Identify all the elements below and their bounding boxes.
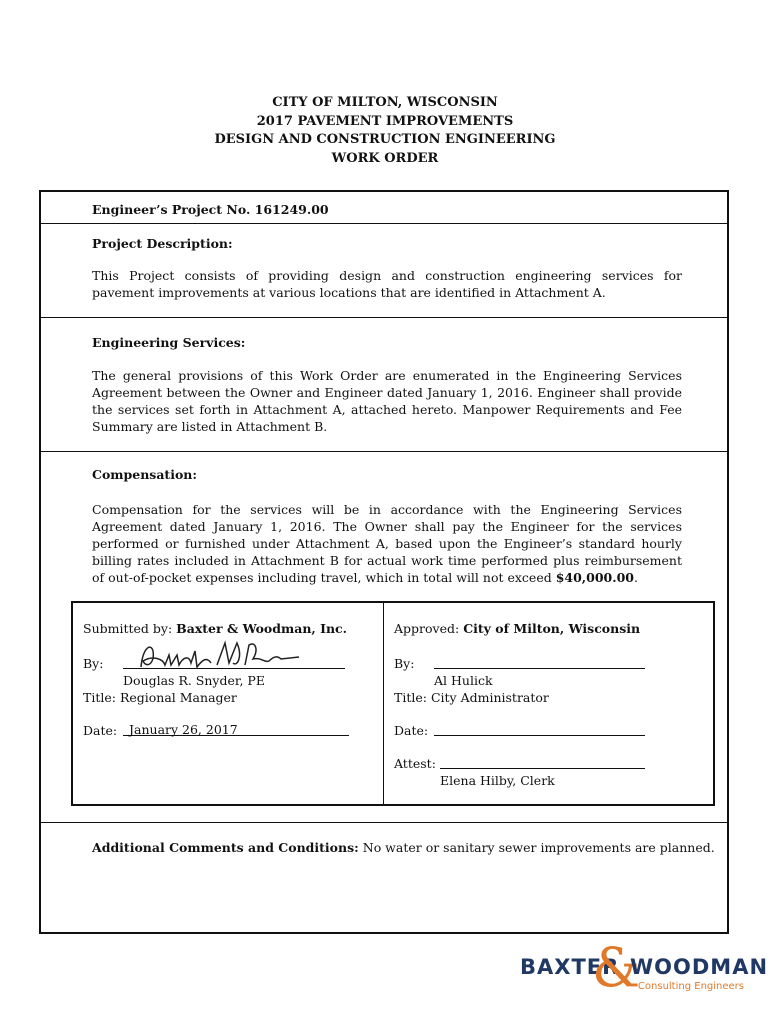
header-line-1: CITY OF MILTON, WISCONSIN [272, 95, 498, 110]
date-line[interactable] [434, 723, 645, 736]
logo-name-right: WOODMAN [630, 955, 769, 979]
company-logo-mark [520, 936, 769, 1000]
signature-block [71, 601, 715, 806]
submitted-title [83, 690, 237, 705]
document-header [0, 94, 770, 168]
submitted-signer: Douglas R. Snyder, PE [123, 673, 265, 688]
signature-divider [383, 603, 384, 804]
logo-name-left: BAXTER [520, 955, 620, 979]
compensation-amount: $40,000.00 [555, 570, 634, 585]
submitted-title-label: Title: [83, 690, 116, 705]
submitted-by-label: Submitted by: [83, 621, 173, 636]
handwritten-signature [133, 637, 303, 677]
additional-comments-text: No water or sanitary sewer improvements are planned. [362, 840, 715, 855]
approved-label: Approved: [394, 621, 460, 636]
logo-ampersand: & [592, 936, 641, 999]
engineering-services-text: The general provisions of this Work Order are enumerated in the Engineering Services Agreement between the Owner and Engineer dated January 1, 2016. Engineer shall provide the services set forth in Attachment A, attached hereto. Manpower Requirements and Fee Summary are listed in Attachment B. [92, 368, 682, 434]
approved-title-value: City Administrator [430, 690, 549, 705]
approved-org: City of Milton, Wisconsin [463, 621, 641, 636]
submitted-company: Baxter & Woodman, Inc. [176, 621, 348, 636]
approved-by-line-label: By: [394, 656, 415, 671]
project-description-text: This Project consists of providing design and construction engineering services for pavement improvements at various locations that are identified in Attachment A. [92, 268, 682, 300]
work-order-box [39, 190, 729, 934]
attest-label: Attest: [394, 756, 436, 771]
attest-name: Elena Hilby, Clerk [440, 773, 555, 788]
submitted-by [83, 621, 347, 636]
submitted-by-line-label: By: [83, 656, 104, 671]
engineering-services-label: Engineering Services: [92, 335, 246, 350]
signature-line[interactable] [434, 656, 645, 669]
compensation-body: Compensation for the services will be in accordance with the Engineering Services Agreement dated January 1, 2016. The Owner shall pay the Engineer for the services performed or furnished under Attachment A, based upon the Engineer’s standard hourly billing rates included in Attachment B for actual work time performed plus reimbursement of out-of-pocket expenses including travel, which in total will not exceed [92, 502, 682, 585]
attest-line[interactable] [440, 756, 645, 769]
approved-title [394, 690, 549, 705]
approved-title-label: Title: [394, 690, 427, 705]
submitted-date: January 26, 2017 [129, 722, 238, 737]
divider [41, 223, 727, 224]
project-number: Engineer’s Project No. 161249.00 [92, 202, 329, 217]
divider [41, 822, 727, 823]
submitted-date-label: Date: [83, 723, 118, 738]
header-line-3: DESIGN AND CONSTRUCTION ENGINEERING [214, 132, 556, 147]
header-line-4: WORK ORDER [331, 150, 439, 166]
divider [41, 317, 727, 318]
approved-date-label: Date: [394, 723, 429, 738]
logo-tagline: Consulting Engineers [637, 981, 744, 992]
baxter-woodman-logo [520, 936, 769, 1000]
additional-comments-label: Additional Comments and Conditions: [92, 840, 359, 855]
compensation-end: . [634, 570, 638, 585]
compensation-label: Compensation: [92, 467, 197, 482]
approved-signer: Al Hulick [434, 673, 493, 688]
project-description-label: Project Description: [92, 236, 233, 251]
submitted-title-value: Regional Manager [119, 690, 237, 705]
approved-by [394, 621, 640, 636]
compensation-text [92, 501, 682, 586]
divider [41, 451, 727, 452]
additional-comments [92, 840, 715, 855]
header-line-2: 2017 PAVEMENT IMPROVEMENTS [256, 113, 514, 129]
